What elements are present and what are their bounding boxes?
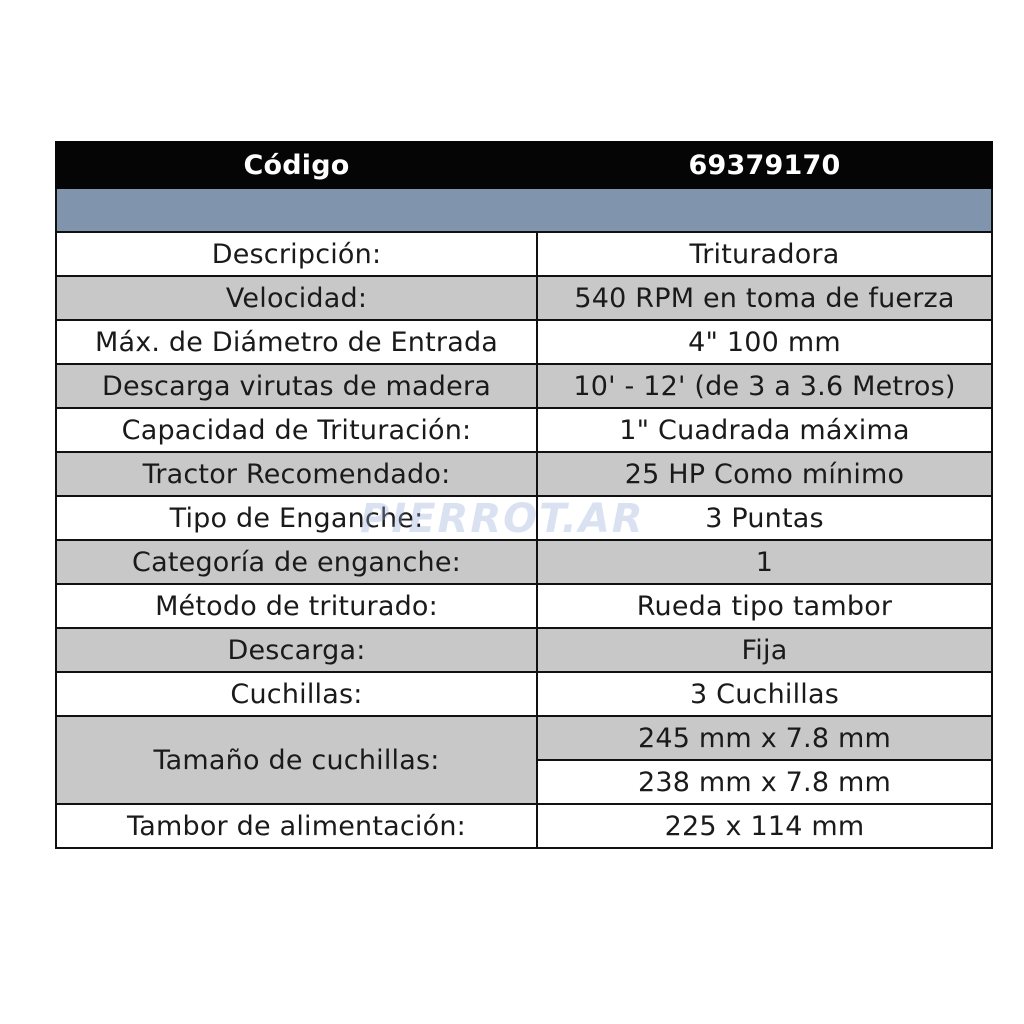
spec-value: 3 Puntas [537, 496, 992, 540]
spec-table [55, 141, 993, 849]
spec-value: 10' - 12' (de 3 a 3.6 Metros) [537, 364, 992, 408]
header-row [56, 142, 992, 188]
spec-label: Descripción: [56, 232, 537, 276]
spec-label: Método de triturado: [56, 584, 537, 628]
spec-value: 1" Cuadrada máxima [537, 408, 992, 452]
spec-row-cuchillas [56, 672, 992, 716]
spec-label: Descarga: [56, 628, 537, 672]
spec-row-categoria-enganche [56, 540, 992, 584]
spec-row-tambor [56, 804, 992, 848]
spec-value: Rueda tipo tambor [537, 584, 992, 628]
spec-row-descarga-virutas [56, 364, 992, 408]
spec-label: Capacidad de Trituración: [56, 408, 537, 452]
spec-row-tractor [56, 452, 992, 496]
section-band-cell [56, 188, 992, 232]
spec-value: 238 mm x 7.8 mm [537, 760, 992, 804]
spec-value: Trituradora [537, 232, 992, 276]
header-code-value: 69379170 [537, 142, 992, 188]
spec-value: 225 x 114 mm [537, 804, 992, 848]
spec-label: Tambor de alimentación: [56, 804, 537, 848]
section-band [56, 188, 992, 232]
spec-row-diametro [56, 320, 992, 364]
spec-label: Tipo de Enganche: [56, 496, 537, 540]
header-code-label: Código [56, 142, 537, 188]
spec-row-capacidad [56, 408, 992, 452]
spec-label: Cuchillas: [56, 672, 537, 716]
spec-value: 245 mm x 7.8 mm [537, 716, 992, 760]
spec-value: 1 [537, 540, 992, 584]
spec-label: Máx. de Diámetro de Entrada [56, 320, 537, 364]
spec-label: Categoría de enganche: [56, 540, 537, 584]
spec-value: 25 HP Como mínimo [537, 452, 992, 496]
spec-label: Velocidad: [56, 276, 537, 320]
spec-label: Tractor Recomendado: [56, 452, 537, 496]
spec-label: Descarga virutas de madera [56, 364, 537, 408]
spec-row-velocidad [56, 276, 992, 320]
spec-value: 3 Cuchillas [537, 672, 992, 716]
watermark-text: PIERROT.AR [360, 496, 645, 542]
spec-value: Fija [537, 628, 992, 672]
spec-label: Tamaño de cuchillas: [56, 716, 537, 804]
spec-value: 540 RPM en toma de fuerza [537, 276, 992, 320]
spec-row-tipo-enganche [56, 496, 992, 540]
spec-row-descarga [56, 628, 992, 672]
spec-row-tamano-cuchillas-1 [56, 716, 992, 760]
spec-row-descripcion [56, 232, 992, 276]
spec-row-metodo [56, 584, 992, 628]
spec-value: 4" 100 mm [537, 320, 992, 364]
